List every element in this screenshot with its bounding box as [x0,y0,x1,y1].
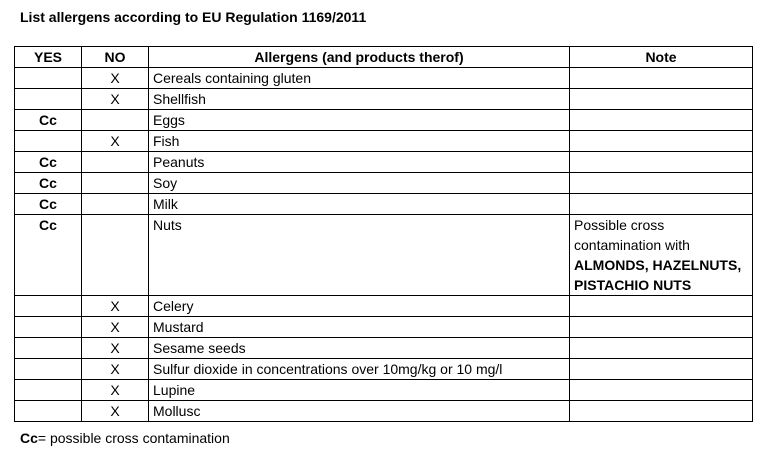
allergen-cell: Soy [149,173,570,194]
yes-cell: Cc [15,173,82,194]
table-row [15,173,753,194]
footnote [20,430,230,446]
allergen-cell: Mustard [149,317,570,338]
table-row [15,110,753,131]
no-cell: X [82,68,149,89]
no-cell: X [82,380,149,401]
yes-cell [15,317,82,338]
column-header-note: Note [570,47,753,68]
no-cell: X [82,317,149,338]
yes-cell [15,338,82,359]
allergen-cell: Sesame seeds [149,338,570,359]
allergen-cell: Sulfur dioxide in concentrations over 10mg/kg or 10 mg/l [149,359,570,380]
yes-cell [15,296,82,317]
yes-cell: Cc [15,194,82,215]
allergen-cell: Mollusc [149,401,570,422]
allergen-cell: Cereals containing gluten [149,68,570,89]
allergens-table [14,46,753,422]
note-cell [570,380,753,401]
allergen-cell: Nuts [149,215,570,296]
table-header-row [15,47,753,68]
note-cell [570,152,753,173]
yes-cell [15,401,82,422]
document-title: List allergens according to EU Regulation 1169/2011 [20,9,367,25]
no-cell [82,173,149,194]
no-cell: X [82,359,149,380]
allergen-cell: Eggs [149,110,570,131]
note-line-emphasis: PISTACHIO NUTS [574,277,692,293]
table-row [15,401,753,422]
table-row [15,194,753,215]
footnote-text: = possible cross contamination [37,430,230,446]
note-line: contamination with [574,237,690,253]
note-cell [570,359,753,380]
no-cell: X [82,296,149,317]
table-row [15,296,753,317]
column-header-yes: YES [15,47,82,68]
allergen-cell: Shellfish [149,89,570,110]
no-cell [82,215,149,296]
allergen-cell: Fish [149,131,570,152]
allergen-cell: Lupine [149,380,570,401]
table-row [15,68,753,89]
yes-cell [15,89,82,110]
note-cell [570,296,753,317]
no-cell: X [82,338,149,359]
note-cell [570,317,753,338]
allergen-cell: Milk [149,194,570,215]
column-header-no: NO [82,47,149,68]
table-row [15,152,753,173]
note-line: Possible cross [574,217,665,233]
note-cell [570,131,753,152]
table-row [15,89,753,110]
note-cell [570,68,753,89]
note-line-emphasis: ALMONDS, HAZELNUTS, [574,257,742,273]
yes-cell [15,68,82,89]
note-cell [570,89,753,110]
note-cell [570,215,753,296]
note-cell [570,173,753,194]
no-cell: X [82,89,149,110]
table-row [15,380,753,401]
note-cell [570,338,753,359]
table-row [15,215,753,296]
no-cell: X [82,401,149,422]
note-cell [570,401,753,422]
table-row [15,359,753,380]
footnote-key: Cc [20,430,38,446]
yes-cell [15,380,82,401]
allergen-cell: Celery [149,296,570,317]
no-cell [82,152,149,173]
note-cell [570,194,753,215]
no-cell [82,194,149,215]
table-row [15,131,753,152]
yes-cell: Cc [15,152,82,173]
no-cell [82,110,149,131]
table-row [15,317,753,338]
column-header-allergens: Allergens (and products therof) [149,47,570,68]
yes-cell: Cc [15,215,82,296]
table-row [15,338,753,359]
yes-cell [15,131,82,152]
yes-cell: Cc [15,110,82,131]
allergen-cell: Peanuts [149,152,570,173]
no-cell: X [82,131,149,152]
yes-cell [15,359,82,380]
note-cell [570,110,753,131]
